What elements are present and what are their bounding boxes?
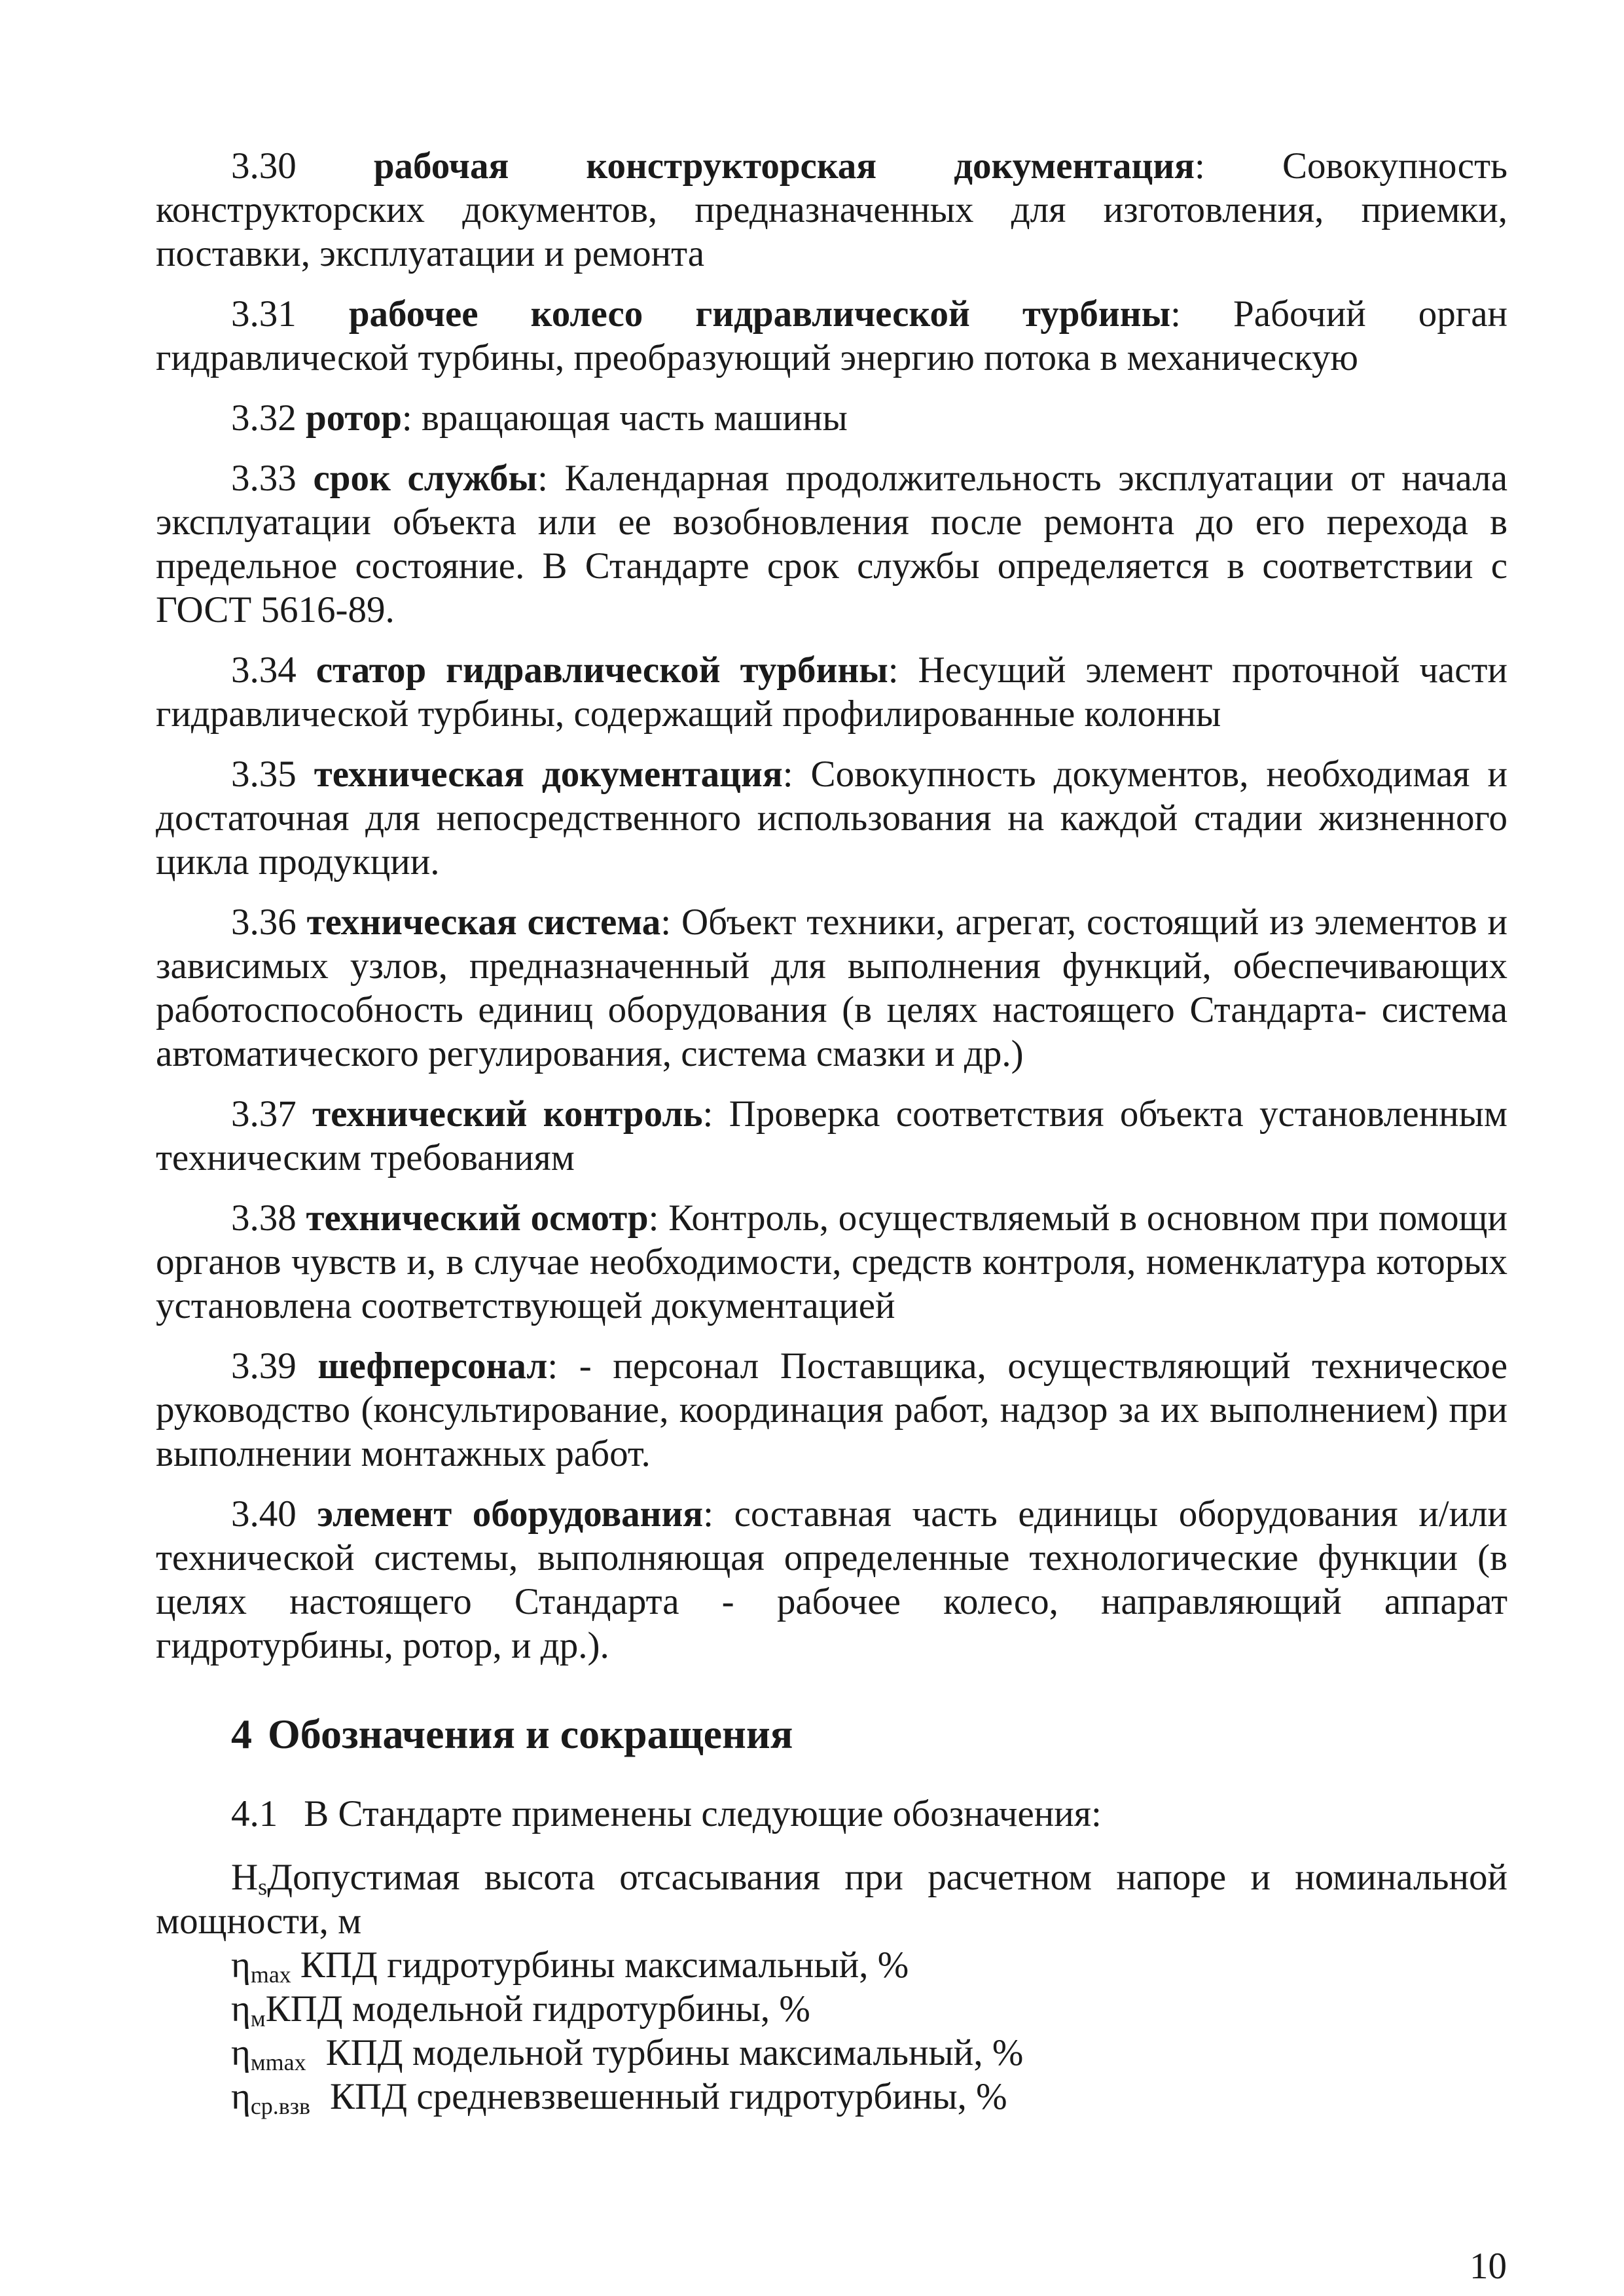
definition-3-36: [156, 900, 1507, 1076]
definition-separator: :: [703, 1493, 713, 1535]
symbol-eta-max: [156, 1943, 1507, 1987]
symbol-base: H: [231, 1857, 259, 1898]
symbol-description: КПД средневзвешенный гидротурбины, %: [330, 2076, 1007, 2117]
section-number: 4: [231, 1711, 252, 1757]
definition-separator: :: [660, 902, 672, 943]
symbol-eta-m-max: [156, 2031, 1507, 2075]
symbol-subscript: max: [250, 1961, 291, 1988]
symbol-subscript: мmax: [250, 2049, 306, 2075]
symbol-base: η: [231, 2076, 251, 2117]
symbol: [231, 1988, 266, 2030]
symbol: [231, 2076, 310, 2117]
definition-number: 3.33: [231, 458, 297, 499]
definition-3-37: [156, 1092, 1507, 1180]
symbol: [231, 1857, 267, 1898]
definition-separator: :: [401, 397, 412, 439]
definition-term: ротор: [306, 397, 402, 439]
definition-separator: :: [547, 1345, 558, 1387]
definition-number: 3.34: [231, 649, 297, 691]
definition-separator: :: [648, 1197, 659, 1239]
definition-separator: :: [1195, 145, 1205, 187]
definition-term: техническая документация: [314, 754, 783, 795]
symbol-description: Допустимая высота отсасывания при расчетном напоре и номинальной мощности, м: [156, 1857, 1507, 1942]
definition-text: Совокупность документов, необходимая и достаточная для непосредственного использования на каждой стадии жизненного цикла продукции.: [156, 754, 1508, 883]
symbol-description: КПД модельной гидротурбины, %: [265, 1988, 810, 2030]
definition-text: Рабочий орган гидравлической турбины, преобразующий энергию потока в механическую: [156, 293, 1507, 378]
symbol: [231, 2032, 306, 2073]
symbol-base: η: [231, 2032, 251, 2073]
definition-number: 3.35: [231, 754, 297, 795]
symbols-list: [156, 1855, 1507, 2119]
section-title: Обозначения и сокращения: [268, 1711, 793, 1757]
symbol-base: η: [231, 1988, 251, 2030]
definition-3-32: [156, 396, 1507, 440]
clause-text: В Стандарте применены следующие обозначения:: [304, 1793, 1102, 1834]
definition-text: Объект техники, агрегат, состоящий из элементов и зависимых узлов, предназначенный для выполнения функций, обеспечивающих работоспособность единиц оборудования (в целях настоящего Стандарта- система автоматического регулирования, система смазки и др.): [156, 902, 1507, 1074]
definition-text: составная часть единицы оборудования и/или технической системы, выполняющая определенные технологические функции (в целях настоящего Стандарта - рабочее колесо, направляющий аппарат гидротурбины, ротор, и др.).: [156, 1493, 1508, 1666]
definition-term: статор гидравлической турбины: [316, 649, 888, 691]
definition-separator: :: [888, 649, 899, 691]
definition-3-39: [156, 1344, 1507, 1476]
definition-number: 3.37: [231, 1093, 297, 1135]
definition-text: - персонал Поставщика, осуществляющий техническое руководство (консультирование, координация работ, надзор за их выполнением) при выполнении монтажных работ.: [156, 1345, 1508, 1474]
definition-number: 3.36: [231, 902, 297, 943]
definition-3-30: [156, 144, 1507, 276]
symbol-hs: [156, 1855, 1507, 1943]
symbol-subscript: s: [258, 1874, 268, 1900]
symbol-description: КПД гидротурбины максимальный, %: [300, 1944, 909, 1986]
definition-text: Календарная продолжительность эксплуатации от начала эксплуатации объекта или ее возобновления после ремонта до его перехода в предельное состояние. В Стандарте срок службы определяется в соответствии с ГОСТ 5616-89.: [156, 458, 1508, 630]
definition-number: 3.32: [231, 397, 297, 439]
definition-3-34: [156, 648, 1507, 736]
definition-text: Совокупность конструкторских документов, предназначенных для изготовления, приемки, поставки, эксплуатации и ремонта: [156, 145, 1508, 274]
definition-separator: :: [1170, 293, 1181, 335]
symbol: [231, 1944, 291, 1986]
symbol-eta-m: [156, 1987, 1507, 2031]
clause-4-1: [156, 1792, 1507, 1836]
definition-term: срок службы: [313, 458, 538, 499]
definition-number: 3.30: [231, 145, 297, 187]
symbol-base: η: [231, 1944, 251, 1986]
definition-term: элемент оборудования: [317, 1493, 704, 1535]
page-number: 10: [1470, 2246, 1507, 2287]
definition-term: техническая система: [306, 902, 661, 943]
symbol-eta-avg: [156, 2075, 1507, 2119]
definition-text: Проверка соответствия объекта установленным техническим требованиям: [156, 1093, 1507, 1178]
symbol-subscript: ср.взв: [250, 2093, 311, 2119]
symbol-description: КПД модельной турбины максимальный, %: [325, 2032, 1024, 2073]
clause-number: 4.1: [231, 1793, 278, 1834]
definition-3-38: [156, 1196, 1507, 1328]
definition-term: технический контроль: [312, 1093, 703, 1135]
definition-3-33: [156, 456, 1507, 632]
definition-separator: :: [782, 754, 793, 795]
definitions-list: [156, 144, 1507, 1667]
definition-number: 3.40: [231, 1493, 297, 1535]
definition-number: 3.39: [231, 1345, 297, 1387]
definition-term: шефперсонал: [317, 1345, 548, 1387]
definition-number: 3.38: [231, 1197, 297, 1239]
definition-3-35: [156, 752, 1507, 884]
definition-term: технический осмотр: [306, 1197, 649, 1239]
section-heading: [231, 1708, 1507, 1760]
definition-text: вращающая часть машины: [412, 397, 848, 439]
definition-separator: :: [537, 458, 548, 499]
definition-separator: :: [702, 1093, 713, 1135]
definition-term: рабочее колесо гидравлической турбины: [348, 293, 1171, 335]
definition-number: 3.31: [231, 293, 297, 335]
symbol-subscript: м: [250, 2005, 266, 2032]
definition-text: Контроль, осуществляемый в основном при помощи органов чувств и, в случае необходимости, средств контроля, номенклатура которых установлена соответствующей документацией: [156, 1197, 1507, 1326]
definition-3-40: [156, 1492, 1507, 1667]
definition-3-31: [156, 292, 1507, 380]
definition-term: рабочая конструкторская документация: [373, 145, 1195, 187]
document-page: [156, 144, 1507, 2119]
definition-text: Несущий элемент проточной части гидравлической турбины, содержащий профилированные колонны: [156, 649, 1507, 735]
